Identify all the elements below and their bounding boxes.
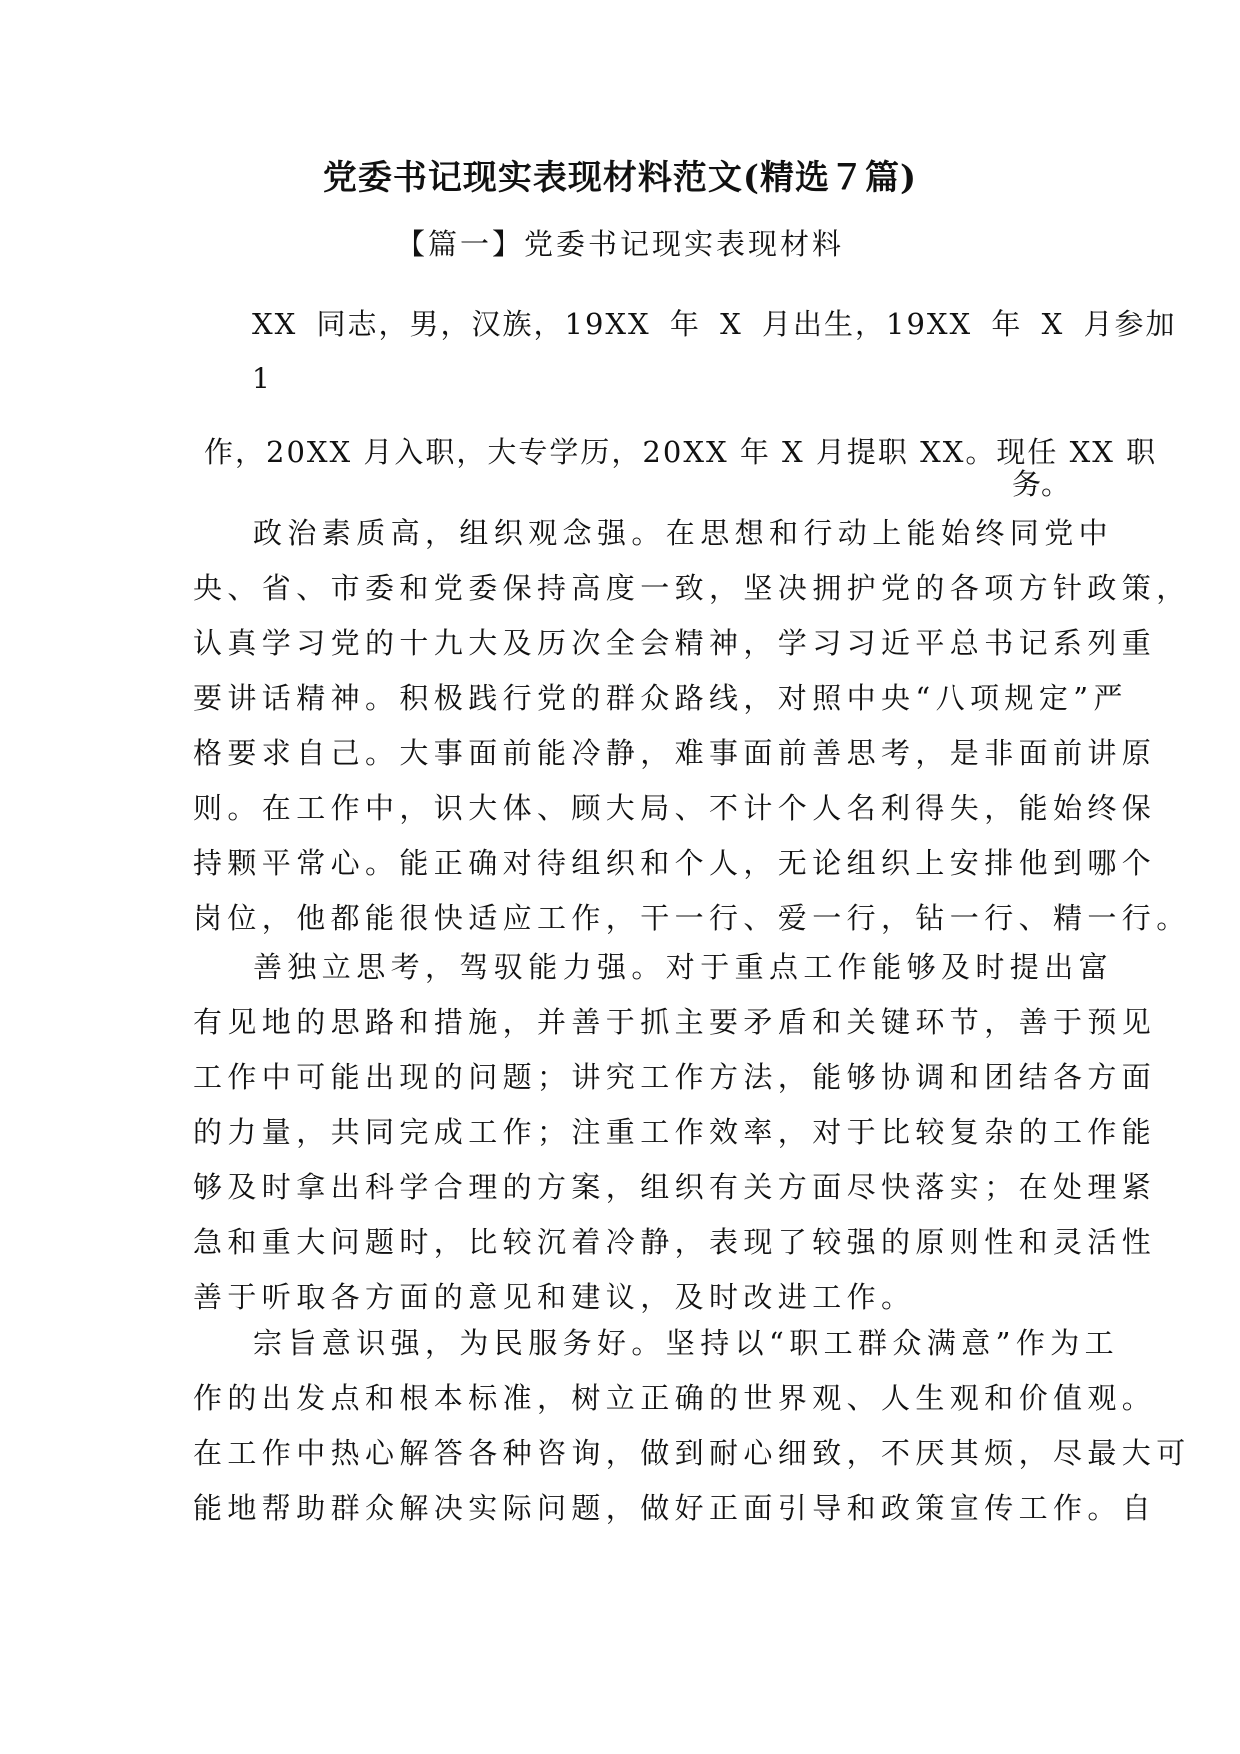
page-number: 1 — [252, 362, 270, 395]
paragraph-line: 的力量，共同完成工作；注重工作效率，对于比较复杂的工作能 — [193, 1115, 1157, 1149]
intro-line-2-tail: 务。 — [1012, 467, 1071, 501]
paragraph-line: 在工作中热心解答各种咨询，做到耐心细致，不厌其烦，尽最大可 — [193, 1436, 1191, 1470]
paragraph-line: 有见地的思路和措施，并善于抓主要矛盾和关键环节，善于预见 — [193, 1005, 1157, 1039]
paragraph-line: 急和重大问题时，比较沉着冷静，表现了较强的原则性和灵活性 — [193, 1225, 1157, 1259]
paragraph-line: 持颗平常心。能正确对待组织和个人，无论组织上安排他到哪个 — [193, 846, 1157, 880]
paragraph-1 — [193, 506, 1191, 946]
intro-line-1: XX 同志，男，汉族，19XX 年 X 月出生，19XX 年 X 月参加 — [252, 307, 1177, 341]
paragraph-line: 央、省、市委和党委保持高度一致，坚决拥护党的各项方针政策， — [193, 571, 1191, 605]
paragraph-line: 善独立思考，驾驭能力强。对于重点工作能够及时提出富 — [253, 950, 1114, 984]
section-heading: 【篇一】党委书记现实表现材料 — [395, 227, 844, 261]
paragraph-line: 认真学习党的十九大及历次全会精神，学习习近平总书记系列重 — [193, 626, 1157, 660]
paragraph-line: 宗旨意识强，为民服务好。坚持以“职工群众满意”作为工 — [253, 1326, 1120, 1360]
paragraph-line: 工作中可能出现的问题；讲究工作方法，能够协调和团结各方面 — [193, 1060, 1157, 1094]
paragraph-line: 则。在工作中，识大体、顾大局、不计个人名利得失，能始终保 — [193, 791, 1157, 825]
paragraph-line: 作的出发点和根本标准，树立正确的世界观、人生观和价值观。 — [193, 1381, 1157, 1415]
paragraph-3 — [193, 1316, 1191, 1536]
paragraph-line: 善于听取各方面的意见和建议，及时改进工作。 — [193, 1280, 916, 1314]
paragraph-line: 岗位，他都能很快适应工作，干一行、爱一行，钻一行、精一行。 — [193, 901, 1191, 935]
paragraph-line: 能地帮助群众解决实际问题，做好正面引导和政策宣传工作。自 — [193, 1491, 1157, 1525]
paragraph-line: 要讲话精神。积极践行党的群众路线，对照中央“八项规定”严 — [193, 681, 1128, 715]
paragraph-line: 够及时拿出科学合理的方案，组织有关方面尽快落实；在处理紧 — [193, 1170, 1157, 1204]
document-title: 党委书记现实表现材料范文(精选７篇) — [322, 158, 918, 198]
paragraph-line: 政治素质高，组织观念强。在思想和行动上能始终同党中 — [253, 516, 1114, 550]
paragraph-line: 格要求自己。大事面前能冷静，难事面前善思考，是非面前讲原 — [193, 736, 1157, 770]
paragraph-2 — [193, 940, 1157, 1325]
intro-line-2: 作，20XX 月入职，大专学历，20XX 年 X 月提职 XX。现任 XX 职 — [204, 435, 1158, 469]
